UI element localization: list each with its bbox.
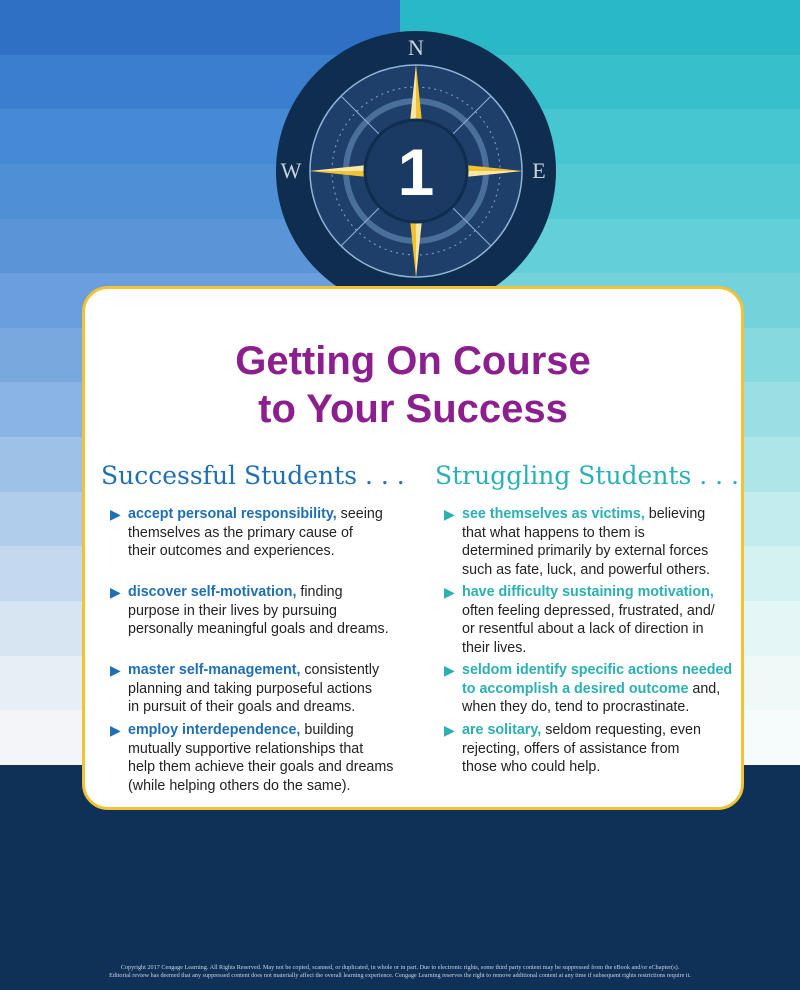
- list-item: ▶ have difficulty sustaining motivation, often feeling depressed, frustrated, and/ or resentful about a lack of direction in their lives.: [444, 584, 715, 656]
- chapter-number: 1: [397, 135, 435, 209]
- bullet-arrow-icon: ▶: [110, 584, 121, 600]
- compass-west-label: W: [280, 158, 302, 183]
- copyright-footer: [20, 964, 780, 980]
- compass-east-label: E: [532, 158, 546, 183]
- list-item: ▶ discover self-motivation, finding purpose in their lives by pursuing personally meaningful goals and dreams.: [110, 584, 389, 637]
- struggling-students-heading: Struggling Students . . .: [435, 461, 740, 490]
- bullet-arrow-icon: ▶: [110, 506, 121, 522]
- list-item: ▶ seldom identify specific actions needed to accomplish a desired outcome and, when they do, tend to procrastinate.: [444, 662, 733, 715]
- bullet-arrow-icon: ▶: [444, 584, 455, 600]
- compass-north-label: N: [408, 35, 424, 60]
- compass-rose: [275, 30, 557, 312]
- list-item: ▶ employ interdependence, building mutually supportive relationships that help them achieve their goals and dreams (while helping others do the same).: [110, 722, 394, 794]
- content-card: [82, 286, 744, 810]
- bullet-arrow-icon: ▶: [444, 506, 455, 522]
- bullet-arrow-icon: ▶: [444, 722, 455, 738]
- footer-line-1: Copyright 2017 Cengage Learning. All Rights Reserved. May not be copied, scanned, or duplicated, in whole or in part. Due to electronic rights, some third party content may be suppressed from the eBook and/or eChapter(s).: [120, 964, 680, 971]
- list-item: ▶ accept personal responsibility, seeing themselves as the primary cause of their outcomes and experiences.: [110, 506, 383, 559]
- title-line-2: to Your Success: [258, 387, 568, 431]
- page-title: [85, 337, 741, 433]
- list-item: ▶ see themselves as victims, believing that what happens to them is determined primarily by external forces such as fate, luck, and powerful others.: [444, 506, 710, 578]
- footer-line-2: Editorial review has deemed that any suppressed content does not materially affect the overall learning experience. Cengage Learning reserves the right to remove additional content at any time if subsequent rights restrictions require it.: [109, 972, 691, 979]
- title-line-1: Getting On Course: [235, 339, 591, 383]
- compass-icon: [275, 30, 557, 312]
- successful-students-heading: Successful Students . . .: [101, 461, 405, 490]
- bullet-arrow-icon: ▶: [444, 662, 455, 678]
- bullet-arrow-icon: ▶: [110, 722, 121, 738]
- list-item: ▶ are solitary, seldom requesting, even rejecting, offers of assistance from those who could help.: [444, 722, 701, 775]
- list-item: ▶ master self-management, consistently planning and taking purposeful actions in pursuit of their goals and dreams.: [110, 662, 380, 715]
- bullet-arrow-icon: ▶: [110, 662, 121, 678]
